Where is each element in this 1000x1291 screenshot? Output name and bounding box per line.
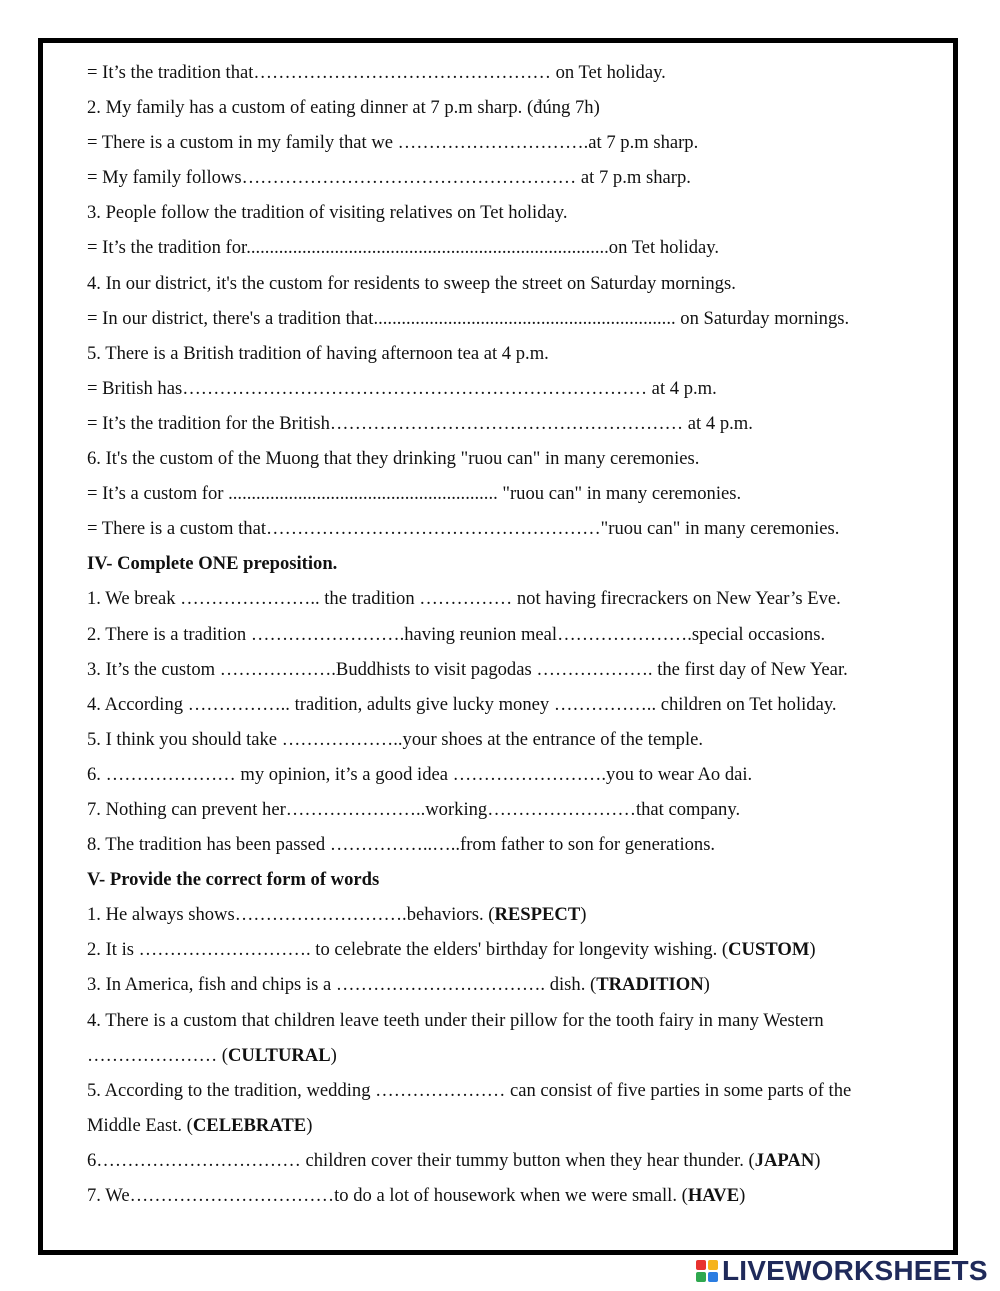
line-text: 6. ………………… my opinion, it’s a good idea …………………….you to wear Ao dai. <box>87 763 753 785</box>
keyword: CULTURAL <box>228 1044 331 1066</box>
keyword: RESPECT <box>494 904 581 926</box>
line-text: 4. There is a custom that children leave teeth under their pillow for the tooth fairy in many Western <box>87 1009 824 1031</box>
worksheet-line <box>87 301 947 336</box>
line-text: 4. In our district, it's the custom for residents to sweep the street on Saturday mornings. <box>87 272 736 294</box>
logo-tile-yellow <box>708 1260 718 1270</box>
line-text: ) <box>306 1114 313 1136</box>
keyword: CELEBRATE <box>192 1114 307 1136</box>
line-text: = British has………………………………………………………………… at 4 p.m. <box>87 377 717 399</box>
liveworksheets-brand <box>696 1254 988 1288</box>
worksheet-line <box>87 1108 947 1143</box>
liveworksheets-logo-icon <box>696 1260 718 1282</box>
keyword: JAPAN <box>754 1149 815 1171</box>
worksheet-line <box>87 441 947 476</box>
line-text: 2. There is a tradition …………………….having reunion meal………………….special occasions. <box>87 623 826 645</box>
worksheet-content <box>87 55 947 1213</box>
line-text: 5. There is a British tradition of having afternoon tea at 4 p.m. <box>87 342 549 364</box>
worksheet-line <box>87 476 947 511</box>
worksheet-line <box>87 511 947 546</box>
worksheet-line <box>87 125 947 160</box>
logo-tile-blue <box>708 1272 718 1282</box>
worksheet-line <box>87 757 947 792</box>
worksheet-line <box>87 371 947 406</box>
line-text: ) <box>809 939 816 961</box>
line-text: ) <box>330 1044 337 1066</box>
worksheet-line <box>87 932 947 967</box>
line-text: 2. It is ………………………. to celebrate the elders' birthday for longevity wishing. ( <box>87 939 729 961</box>
line-text: 4. According …………….. tradition, adults give lucky money …………….. children on Tet holiday. <box>87 693 837 715</box>
line-text: ) <box>703 974 710 996</box>
line-text: = There is a custom that………………………………………………"ruou can" in many ceremonies. <box>87 518 840 540</box>
worksheet-line <box>87 1073 947 1108</box>
line-text: 1. He always shows……………………….behaviors. ( <box>87 904 495 926</box>
section-heading <box>87 862 947 897</box>
section-heading <box>87 546 947 581</box>
worksheet-line <box>87 687 947 722</box>
worksheet-line <box>87 581 947 616</box>
line-text: V- Provide the correct form of words <box>87 869 380 891</box>
line-text: = It’s the tradition that………………………………………… on Tet holiday. <box>87 62 666 83</box>
line-text: 1. We break ………………….. the tradition …………… not having firecrackers on New Year’s Eve. <box>87 588 841 610</box>
worksheet-line <box>87 617 947 652</box>
keyword: CUSTOM <box>728 939 810 961</box>
line-text: 7. We……………………………to do a lot of housework when we were small. ( <box>87 1185 688 1206</box>
logo-tile-red <box>696 1260 706 1270</box>
line-text: 5. I think you should take ………………..your shoes at the entrance of the temple. <box>87 728 704 750</box>
worksheet-line <box>87 1143 947 1178</box>
line-text: = It’s a custom for .......................................................... "ruou can" in many ceremonies. <box>87 483 742 505</box>
worksheet-line <box>87 266 947 301</box>
worksheet-line <box>87 160 947 195</box>
worksheet-line <box>87 967 947 1002</box>
logo-tile-green <box>696 1272 706 1282</box>
worksheet-line <box>87 792 947 827</box>
worksheet-page <box>38 38 958 1255</box>
worksheet-line <box>87 1178 947 1213</box>
worksheet-line <box>87 827 947 862</box>
line-text: ) <box>739 1185 746 1206</box>
worksheet-line <box>87 1038 947 1073</box>
line-text: 6. It's the custom of the Muong that they drinking "ruou can" in many ceremonies. <box>87 448 700 470</box>
worksheet-line <box>87 230 947 265</box>
brand-name: LIVEWORKSHEETS <box>722 1255 988 1286</box>
line-text: = It’s the tradition for the British………………………………………………… at 4 p.m. <box>87 412 753 434</box>
keyword: TRADITION <box>596 974 704 996</box>
line-text: IV- Complete ONE preposition. <box>87 553 338 575</box>
line-text: 6…………………………… children cover their tummy button when they hear thunder. ( <box>87 1149 755 1171</box>
line-text: ………………… ( <box>87 1044 228 1066</box>
worksheet-line <box>87 652 947 687</box>
line-text: 3. It’s the custom ……………….Buddhists to visit pagodas ………………. the first day of New Year. <box>87 658 848 680</box>
worksheet-line <box>87 406 947 441</box>
line-text: 7. Nothing can prevent her…………………..working……………………that company. <box>87 798 741 820</box>
line-text: 5. According to the tradition, wedding ………………… can consist of five parties in some parts of the <box>87 1079 852 1101</box>
worksheet-line <box>87 90 947 125</box>
line-text: ) <box>580 904 587 926</box>
line-text: 8. The tradition has been passed ……………..…..from father to son for generations. <box>87 834 716 856</box>
line-text: 2. My family has a custom of eating dinner at 7 p.m sharp. (đúng 7h) <box>87 97 600 119</box>
worksheet-line <box>87 897 947 932</box>
line-text: 3. In America, fish and chips is a ……………………………. dish. ( <box>87 974 597 996</box>
line-text: Middle East. ( <box>87 1114 193 1136</box>
worksheet-line <box>87 722 947 757</box>
line-text: = There is a custom in my family that we ………………………….at 7 p.m sharp. <box>87 132 699 154</box>
line-text: = In our district, there's a tradition that................................................................. on Saturday mornings. <box>87 307 850 329</box>
worksheet-line <box>87 1003 947 1038</box>
worksheet-line <box>87 336 947 371</box>
worksheet-line <box>87 55 947 90</box>
line-text: = My family follows……………………………………………… at 7 p.m sharp. <box>87 167 691 189</box>
line-text: = It’s the tradition for..............................................................................on Tet holiday. <box>87 237 720 259</box>
keyword: HAVE <box>687 1185 740 1206</box>
line-text: 3. People follow the tradition of visiting relatives on Tet holiday. <box>87 202 568 224</box>
worksheet-line <box>87 195 947 230</box>
line-text: ) <box>814 1149 821 1171</box>
